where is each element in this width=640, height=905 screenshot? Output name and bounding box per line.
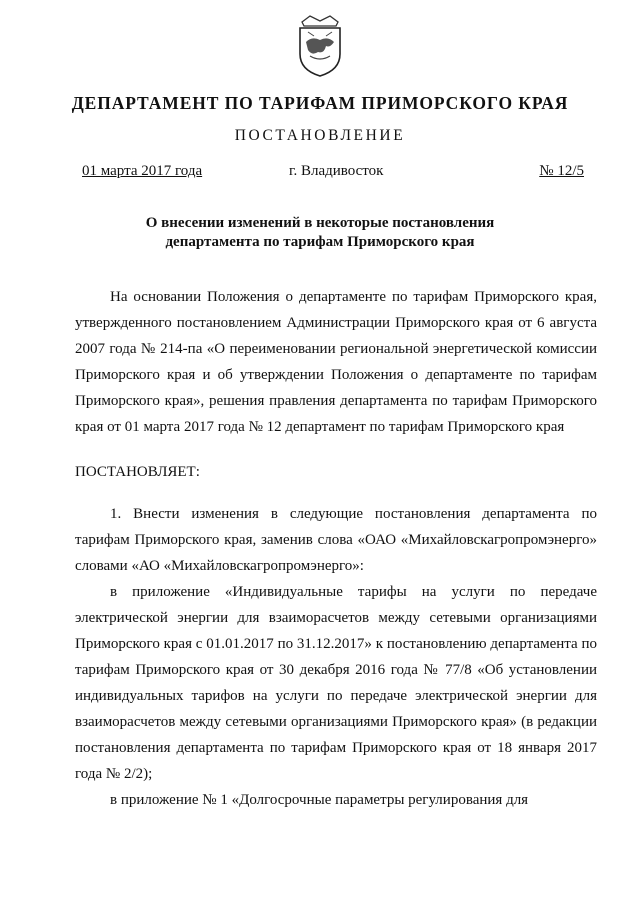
document-number: № 12/5 xyxy=(539,163,584,179)
subject-line-1: О внесении изменений в некоторые постановления xyxy=(145,215,495,231)
resolves-heading: ПОСТАНОВЛЯЕТ: xyxy=(75,464,200,480)
item-1b-paragraph: в приложение № 1 «Долгосрочные параметры регулирования для xyxy=(110,792,529,808)
document-type: ПОСТАНОВЛЕНИЕ xyxy=(234,127,406,144)
document-subject xyxy=(0,214,640,252)
item-1-paragraph: 1. Внести изменения в следующие постановления департамента по тарифам Приморского края, заменив слова «ОАО «Михайловскагропромэнерго» словами «АО «Михайловскагропромэнерго»: xyxy=(75,506,597,574)
coat-of-arms-icon xyxy=(296,12,344,78)
document-city: г. Владивосток xyxy=(289,163,384,179)
subject-line-2: департамента по тарифам Приморского края xyxy=(165,234,475,250)
department-title: ДЕПАРТАМЕНТ ПО ТАРИФАМ ПРИМОРСКОГО КРАЯ xyxy=(71,93,569,113)
document-body xyxy=(75,284,597,813)
preamble-paragraph: На основании Положения о департаменте по тарифам Приморского края, утвержденного постановлением Администрации Приморского края от 6 августа 2007 года № 214-па «О переименовании региональной энергетической комиссии Приморского края и об утверждении Положения о департаменте по тарифам Приморского края», решения правления департамента по тарифам Приморского края от 01 марта 2017 года № 12 департамент по тарифам Приморского края xyxy=(75,289,597,435)
document-date: 01 марта 2017 года xyxy=(82,163,203,179)
item-1a-paragraph: в приложение «Индивидуальные тарифы на услуги по передаче электрической энергии для взаиморасчетов между сетевыми организациями Приморского края с 01.01.2017 по 31.12.2017» к постановлению департамента по тарифам Приморского края от 30 декабря 2016 года № 77/8 «Об установлении индивидуальных тарифов на услуги по передаче электрической энергии для взаиморасчетов между сетевыми организациями Приморского края» (в редакции постановления департамента по тарифам Приморского края от 18 января 2017 года № 2/2); xyxy=(75,584,597,782)
